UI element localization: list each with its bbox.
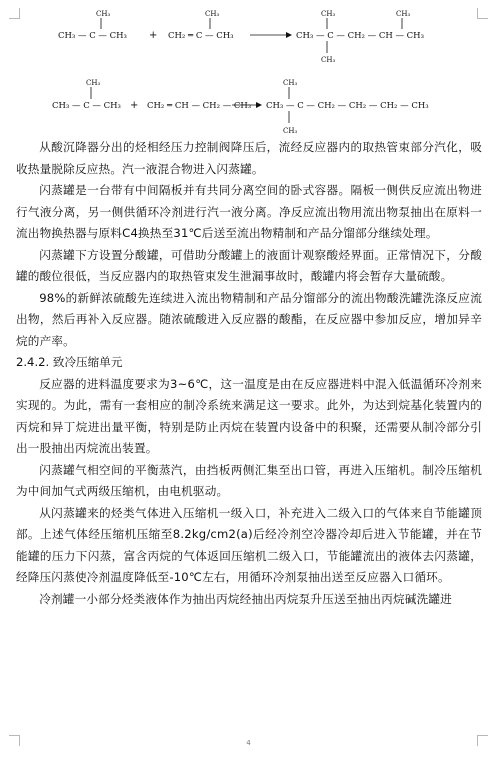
eq1-p-methyl-label-1: CH₃ (321, 10, 336, 18)
eq1-r1-methyl-label: CH₃ (96, 10, 111, 18)
paragraph-1: 从酸沉降器分出的烃相经压力控制阀降压后，流经反应器内的取热管束部分汽化，吸收热量脱除反应热。汽一液混合物进入闪蒸罐。 (16, 140, 482, 176)
eq2-p-methyl-label-bottom: CH₃ (283, 127, 298, 135)
eq2-p-methyl-label-top: CH₃ (283, 79, 298, 87)
paragraph-4: 98%的新鲜浓硫酸先连续进入流出物精制和产品分馏部分的流出物酸洗罐洗涤反应流出物，然后再补入反应器。随浓硫酸进入反应器的酸酯，在反应器中参加反应，增加异辛烷的产率。 (16, 290, 482, 348)
paragraph-3: 闪蒸罐下方设置分酸罐，可借助分酸罐上的液面计观察酸烃界面。正常情况下，分酸罐的酸位很低，当反应器内的取热管束发生泄漏事故时，酸罐内将会暂存大量硫酸。 (16, 247, 482, 283)
paragraph-5: 反应器的进料温度要求为3~6℃，这一温度是由在反应器进料中混入低温循环冷剂来实现的。为此，需有一套相应的制冷系统来满足这一要求。此外，为达到烷基化装置内的丙烷和异丁烷进出量平衡，特别是防止丙烷在装置内设备中的积聚，还需要从制冷部分引出一股抽出丙烷流出装置。 (16, 376, 482, 455)
eq2-p-formula: CH₃ — C — CH₂ — CH₂ — CH₂ — CH₃ (266, 101, 429, 111)
eq1-p-methyl-label-bottom: CH₃ (321, 56, 336, 64)
eq1-arrow-head (286, 32, 292, 38)
paragraph-6: 闪蒸罐气相空间的平衡蒸汽，由挡板两侧汇集至出口管，再进入压缩机。制冷压缩机为中间加气式两级压缩机，由电机驱动。 (16, 462, 482, 498)
eq2-r2-formula: CH₂ ═ CH — CH₂ — CH₃ (147, 101, 252, 111)
eq2-r1-methyl-label: CH₃ (86, 79, 101, 87)
section-heading: 2.4.2. 致冷压缩单元 (16, 355, 123, 369)
eq1-p-formula: CH₃ — C — CH₂ — CH — CH₃ (296, 31, 425, 41)
eq1-p-methyl-label-2: CH₃ (396, 10, 411, 18)
reaction-equation-1 (0, 6, 497, 68)
reaction-equation-2 (0, 74, 497, 138)
eq2-plus: + (130, 100, 139, 111)
body-text (16, 137, 482, 610)
eq1-r1-formula: CH₃ — C — CH₃ (58, 31, 127, 41)
page-number: 4 (246, 739, 251, 747)
eq1-r2-methyl-label: CH₃ (205, 10, 220, 18)
paragraph-2: 闪蒸罐是一台带有中间隔板并有共同分离空间的卧式容器。隔板一侧供反应流出物进行气液分离，另一侧供循环冷剂进行汽一液分离。净反应流出物用流出物泵抽出在原料一流出物换热器与原料C4换热至31℃后送至流出物精制和产品分馏部分继续处理。 (16, 183, 482, 240)
eq1-r2-formula: CH₂ ═ C — CH₃ (168, 31, 234, 41)
eq2-arrow-head (256, 102, 262, 108)
paragraph-8: 冷剂罐一小部分烃类液体作为抽出丙烷经抽出丙烷泵升压送至抽出丙烷碱洗罐进 (39, 591, 452, 606)
paragraph-7: 从闪蒸罐来的烃类气体进入压缩机一级入口，补充进入二级入口的气体来自节能罐顶部。上述气体经压缩机压缩至8.2kg/cm2(a)后经冷剂空冷器冷却后进入节能罐，并在节能罐的压力下闪蒸，富含丙烷的气体返回压缩机二级入口，节能罐流出的液体去闪蒸罐，经降压闪蒸使冷剂温度降低至-10℃左右，用循环冷剂泵抽出送至反应器入口循环。 (16, 505, 482, 584)
eq1-plus: + (149, 30, 158, 41)
eq2-r1-formula: CH₃ — C — CH₃ (52, 101, 121, 111)
